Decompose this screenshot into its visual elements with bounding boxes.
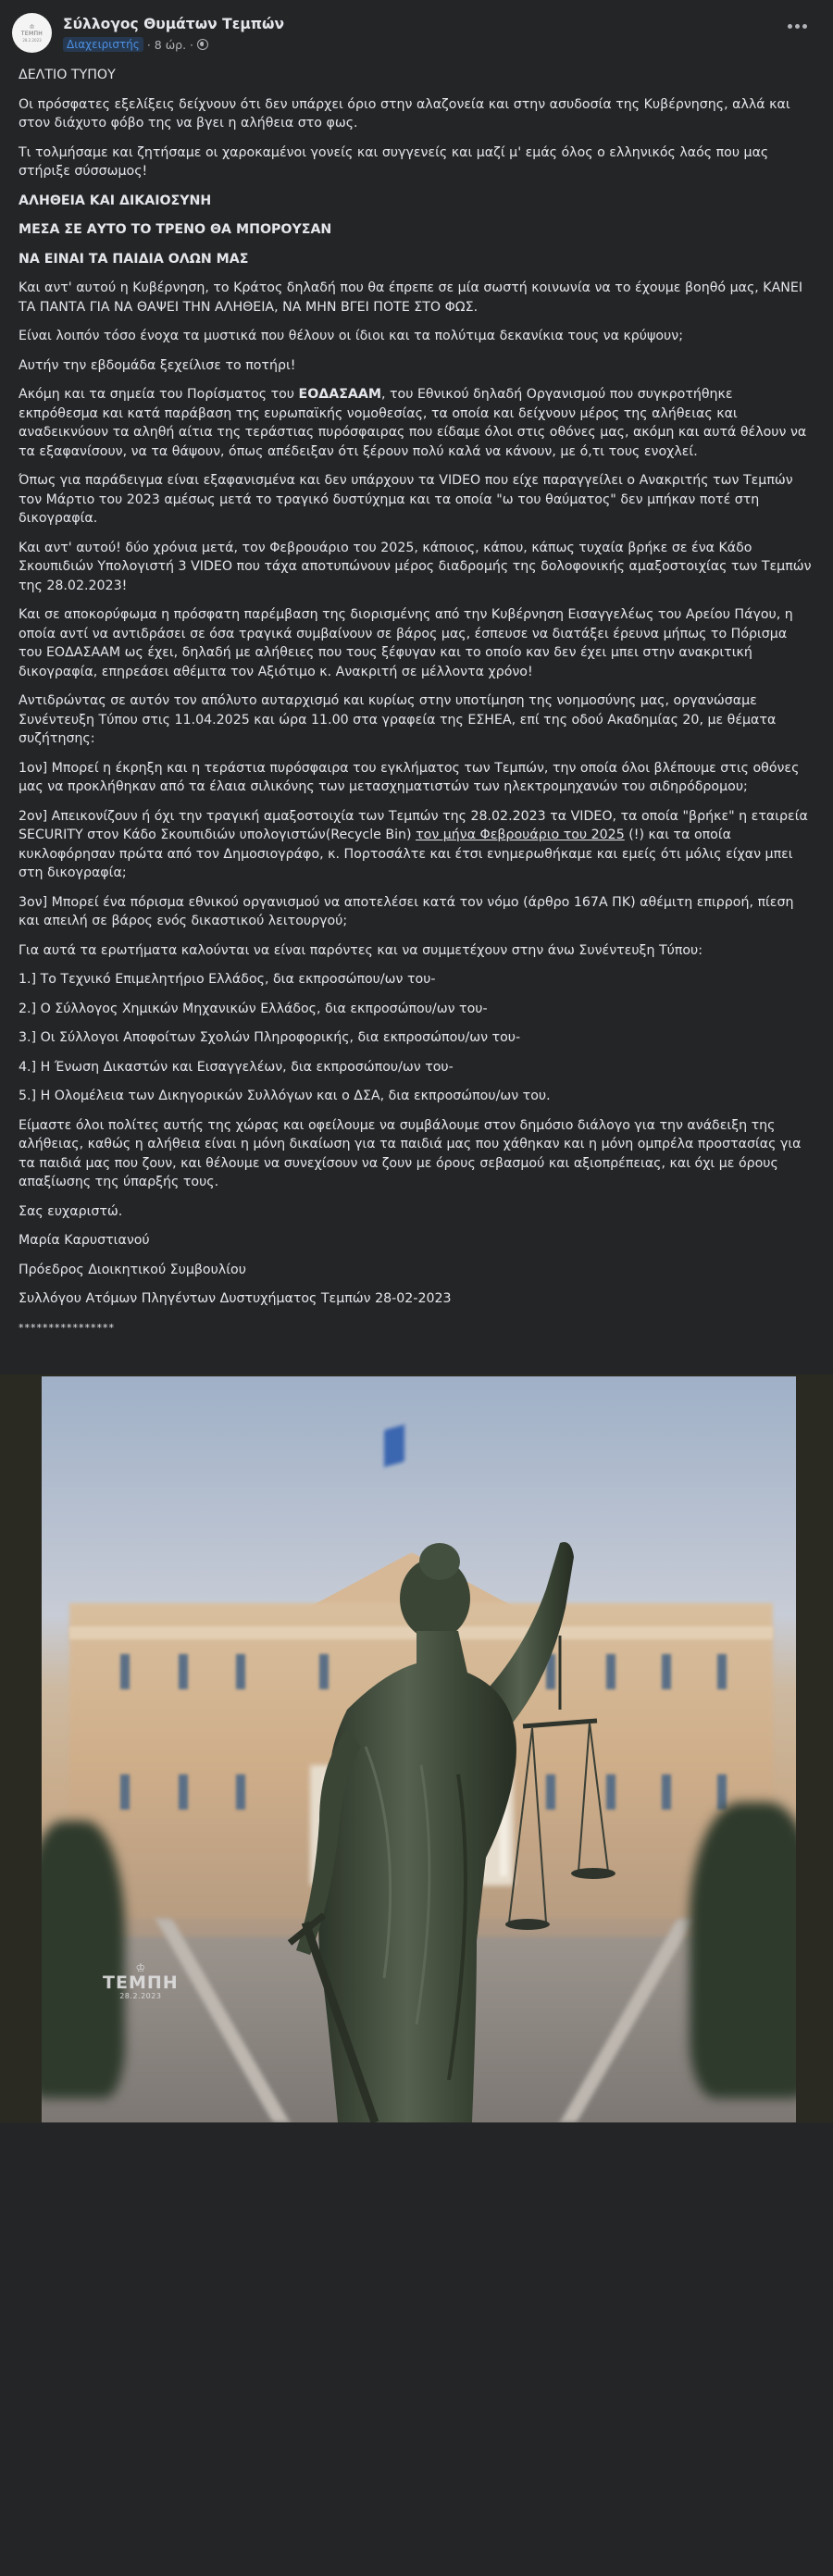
more-options-icon bbox=[788, 24, 792, 29]
question-2 bbox=[19, 807, 814, 883]
paragraph: Και αντ' αυτού η Κυβέρνηση, το Κράτος δηλαδή που θα έπρεπε σε μία σωστή κοινωνία να το έχουμε βοηθό μας, ΚΑΝΕΙ ΤΑ ΠΑΝΤΑ ΓΙΑ ΝΑ ΘΑΨΕΙ ΤΗΝ ΑΛΗΘΕΙΑ, ΝΑ ΜΗΝ ΒΓΕΙ ΠΟΤΕ ΣΤΟ ΦΩΣ. bbox=[19, 280, 803, 315]
post-time[interactable]: · 8 ώρ. · bbox=[146, 37, 194, 52]
paragraph: Τι τολμήσαμε και ζητήσαμε οι χαροκαμένοι γονείς και συγγενείς και μαζί μ' εμάς όλος ο ελληνικός λαός που μας στήριξε σύσσωμος! bbox=[19, 144, 769, 179]
text: Ακόμη και τα σημεία του Πορίσματος του bbox=[19, 387, 299, 402]
lady-justice-statue bbox=[42, 1376, 796, 2122]
invitee-item: 4.] Η Ένωση Δικαστών και Εισαγγελέων, δια εκπροσώπου/ων του- bbox=[19, 1059, 454, 1075]
crown-icon: ♔ bbox=[29, 22, 35, 31]
invitee-item: 5.] Η Ολομέλεια των Δικηγορικών Συλλόγων και ο ΔΣΑ, δια εκπροσώπου/ων του. bbox=[19, 1089, 551, 1103]
avatar-logo-text: ΤΕΜΠΗ bbox=[20, 30, 44, 37]
watermark-date: 28.2.2023 bbox=[119, 1992, 162, 2000]
heading-line bbox=[19, 250, 814, 269]
paragraph: Είναι λοιπόν τόσο ένοχα τα μυστικά που θέλουν οι ίδιοι και τα πολύτιμα δεκανίκια τους να κρύψουν; bbox=[19, 329, 683, 343]
signature-name: Μαρία Καρυστιανού bbox=[19, 1233, 150, 1248]
invitee-item: 1.] Το Τεχνικό Επιμελητήριο Ελλάδος, δια εκπροσώπου/ων του- bbox=[19, 972, 436, 987]
post-header bbox=[0, 0, 833, 57]
post-photo[interactable] bbox=[42, 1376, 796, 2122]
invitee-item: 3.] Οι Σύλλογοι Αποφοίτων Σχολών Πληροφορικής, δια εκπροσώπου/ων του- bbox=[19, 1030, 521, 1045]
text: 2ον] Απεικονίζουν ή όχι την τραγική αμαξοστοιχία των Τεμπών της 28.02.2023 τα VIDEO, τα οποία "βρήκε" η εταιρεία SECURITY στον Κάδο Σκουπιδιών υπολογιστών(Recycle Bin) bbox=[19, 808, 808, 842]
crown-icon: ♔ bbox=[135, 1961, 146, 1974]
temph-watermark bbox=[103, 1962, 179, 2000]
text: (!) και τα οποία κυκλοφόρησαν πρώτα από τον Δημοσιογράφο, κ. Πορτοσάλτε και έτσι ενημερωθήκαμε και εμείς ότι μόλις είχαν μπει στη δικογραφία; bbox=[19, 828, 793, 880]
underlined-text: τον μήνα Φεβρουάριο του 2025 bbox=[416, 828, 625, 842]
globe-icon[interactable] bbox=[197, 39, 208, 50]
watermark-title: ΤΕΜΠΗ bbox=[103, 1972, 179, 1993]
paragraph: Αυτήν την εβδομάδα ξεχείλισε το ποτήρι! bbox=[19, 357, 296, 373]
signature-org: Συλλόγου Ατόμων Πληγέντων Δυστυχήματος Τεμπών 28-02-2023 bbox=[19, 1291, 452, 1306]
paragraph: Οι πρόσφατες εξελίξεις δείχνουν ότι δεν υπάρχει όριο στην αλαζονεία και στην ασυδοσία της Κυβέρνησης, αλλά και στον διάχυτο φόβο της να βγει η αλήθεια στο φως. bbox=[19, 96, 790, 131]
bold-heading: ΜΕΣΑ ΣΕ ΑΥΤΟ ΤΟ ΤΡΕΝΟ ΘΑ ΜΠΟΡΟΥΣΑΝ bbox=[19, 222, 332, 237]
paragraph: Αντιδρώντας σε αυτόν τον απόλυτο αυταρχισμό και κυρίως στην υποτίμηση της νοημοσύνης μας, οργανώσαμε Συνέντευξη Τύπου στις 11.04.2025 και ώρα 11.00 στα γραφεία της ΕΣΗΕΑ, επί της οδού Ακαδημίας 20, με θέματα συζήτησης: bbox=[19, 693, 777, 746]
heading-line bbox=[19, 192, 814, 211]
avatar-logo-date: 28.2.2023 bbox=[22, 37, 42, 43]
paragraph: Είμαστε όλοι πολίτες αυτής της χώρας και οφείλουμε να συμβάλουμε στον δημόσιο διάλογο για την ανάδειξη της αλήθειας, καθώς η αλήθεια είναι η μόνη δικαίωση για τα παιδιά μας που χάθηκαν και η μόνη ομπρέλα προστασίας για τα παιδιά μας που ζουν, και θέλουμε να συνεχίσουν να ζουν με όρους σεβασμού και αξιοπρέπειας, και όχι με όρους απαξίωσης της ύπαρξής τους. bbox=[19, 1117, 802, 1189]
paragraph bbox=[19, 385, 814, 461]
bold-heading: ΝΑ ΕΙΝΑΙ ΤΑ ΠΑΙΔΙΑ ΟΛΩΝ ΜΑΣ bbox=[19, 251, 249, 267]
post-meta bbox=[63, 37, 208, 52]
separator-stars: **************** bbox=[19, 1321, 115, 1334]
press-release-title: ΔΕΛΤΙΟ ΤΥΠΟΥ bbox=[19, 68, 116, 82]
paragraph: Όπως για παράδειγμα είναι εξαφανισμένα και δεν υπάρχουν τα VIDEO που είχε παραγγείλει ο Ανακριτής των Τεμπών τον Μάρτιο του 2023 αμέσως μετά το τραγικό δυστύχημα και τα οποία "ω του θαύματος" δεν μπήκαν ποτέ στη δικογραφία. bbox=[19, 473, 793, 526]
dot bbox=[795, 24, 800, 29]
post-image-container[interactable] bbox=[0, 1375, 833, 2122]
more-options-button[interactable] bbox=[788, 24, 807, 29]
paragraph: Για αυτά τα ερωτήματα καλούνται να είναι παρόντες και να συμμετέχουν στην άνω Συνέντευξη Τύπου: bbox=[19, 942, 703, 958]
bold-text: ΕΟΔΑΣΑΑΜ bbox=[298, 387, 381, 402]
admin-badge[interactable]: Διαχειριστής bbox=[63, 37, 143, 52]
page-name-link[interactable]: Σύλλογος Θυμάτων Τεμπών bbox=[63, 16, 285, 32]
question-1: 1ον] Μπορεί η έκρηξη και η τεράστια πυρόσφαιρα του εγκλήματος των Τεμπών, την οποία όλοι βλέπουμε στις οθόνες μας να προκλήθηκαν από τα έλαια σιλικόνης των μετασχηματιστών των ηλεκτρομηχανών του σιδηρόδρομου; bbox=[19, 760, 800, 794]
paragraph: Και αντ' αυτού! δύο χρόνια μετά, τον Φεβρουάριο του 2025, κάποιος, κάπου, κάπως τυχαία βρήκε σε ένα Κάδο Σκουπιδιών Υπολογιστή 3 VIDEO που τάχα αποτυπώνουν μέρος διαδρομής της δολοφονικής αμαξοστοιχίας των Τεμπών της 28.02.2023! bbox=[19, 540, 812, 593]
question-3: 3ον] Μπορεί ένα πόρισμα εθνικού οργανισμού να αποτελέσει κατά τον νόμο (άρθρο 167Α ΠΚ) αθέμιτη επιρροή, πίεση και απειλή σε βάρος ενός δικαστικού λειτουργού; bbox=[19, 894, 794, 928]
paragraph: Και σε αποκορύφωμα η πρόσφατη παρέμβαση της διορισμένης από την Κυβέρνηση Εισαγγελέως του Αρείου Πάγου, η οποία αντί να αντιδράσει σε όσα τραγικά συμβαίνουν σε βάρος μας, έσπευσε να διατάξει έρευνα μήπως το Πόρισμα του ΕΟΔΑΣΑΑΜ ως έχει, δηλαδή με αλήθειες που τους ξέφυγαν και το οποίο καν δεν έχει μπει στην ανακριτική δικογραφία, επηρεάσει αθέμιτα τον Αξιότιμο κ. Ανακριτή σε μέλλοντα χρόνο! bbox=[19, 607, 793, 679]
page-avatar[interactable] bbox=[12, 13, 52, 53]
signature-title: Πρόεδρος Διοικητικού Συμβουλίου bbox=[19, 1262, 246, 1277]
text: , του Εθνικού δηλαδή Οργανισμού που συγκροτήθηκε εκπρόθεσμα και κατά παράβαση της ευρωπαϊκής νομοθεσίας, τα οποία και δείχνουν μέρος της αλήθειας και αναδεικνύουν τα αληθή αίτια της τεράστιας πυρόσφαιρας που είδαμε όλοι στις οθόνες μας, ακόμη και αυτά θέλουν να τα εξαφανίσουν, να τα θάψουν, όπως απέδειξαν ότι ξέρουν πολύ καλά να κάνουν, με ό,τι τους ενοχλεί. bbox=[19, 387, 807, 459]
bold-heading: ΑΛΗΘΕΙΑ ΚΑΙ ΔΙΚΑΙΟΣΥΝΗ bbox=[19, 193, 212, 208]
invitee-item: 2.] Ο Σύλλογος Χημικών Μηχανικών Ελλάδος, δια εκπροσώπου/ων του- bbox=[19, 1001, 488, 1016]
thanks-line: Σας ευχαριστώ. bbox=[19, 1203, 123, 1219]
heading-line bbox=[19, 220, 814, 240]
post-body bbox=[0, 57, 833, 1338]
dot bbox=[802, 24, 807, 29]
